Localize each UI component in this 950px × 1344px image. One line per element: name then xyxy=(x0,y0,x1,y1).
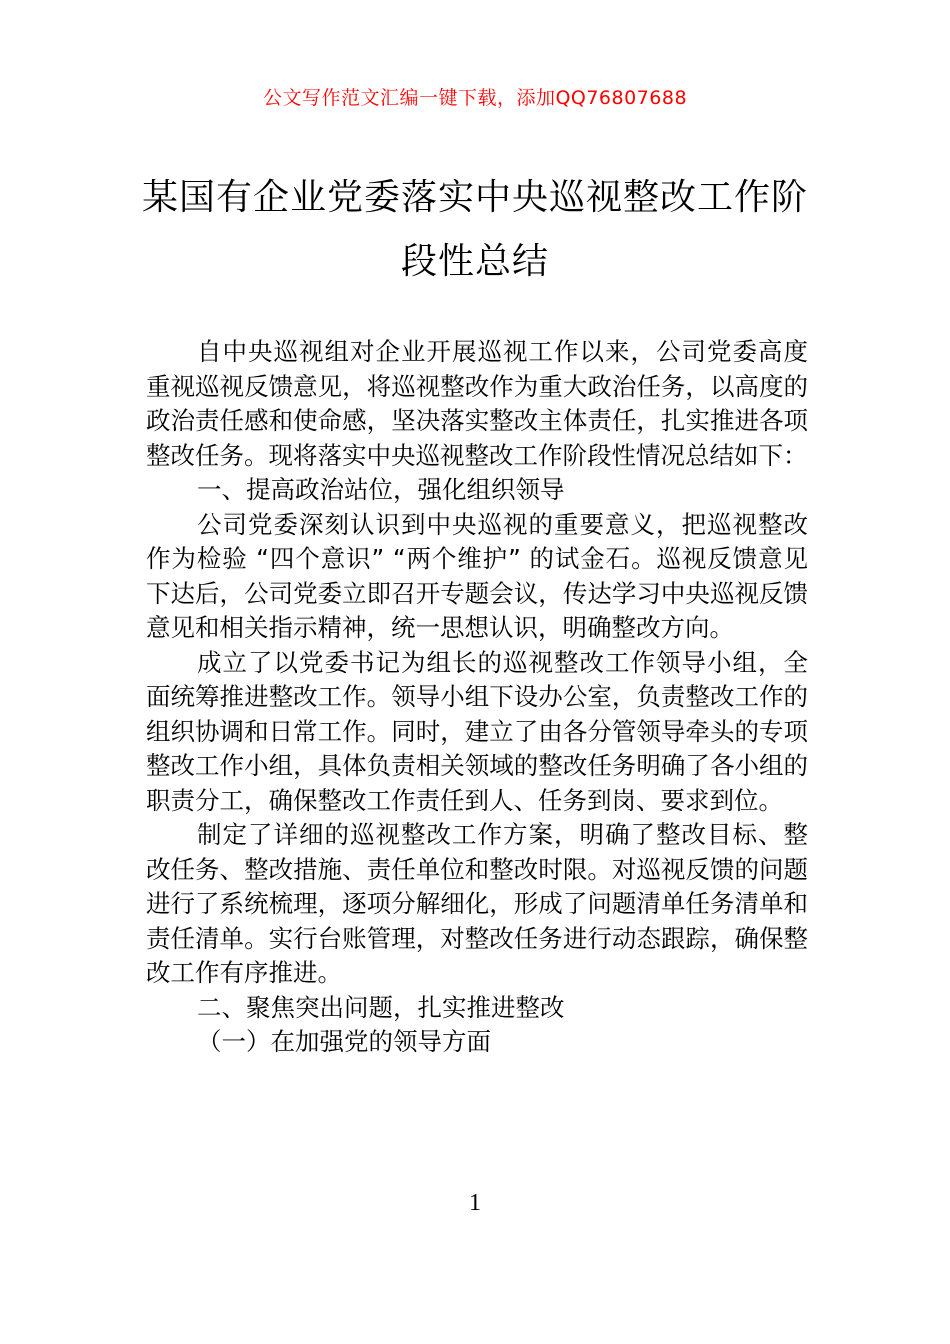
body-paragraph: 成立了以党委书记为组长的巡视整改工作领导小组，全面统筹推进整改工作。领导小组下设办公室，负责整改工作的组织协调和日常工作。同时，建立了由各分管领导牵头的专项整改工作小组，具体负责相关领域的整改任务明确了各小组的职责分工，确保整改工作责任到人、任务到岗、要求到位。 xyxy=(146,647,808,815)
section-heading-1: 一、提高政治站位，强化组织领导 xyxy=(197,475,565,504)
body-paragraph: 公司党委深刻认识到中央巡视的重要意义，把巡视整改作为检验 “四个意识” “两个维护” 的试金石。巡视反馈意见下达后，公司党委立即召开专题会议，传达学习中央巡视反馈意见和相关指示精神，统一思想认识，明确整改方向。 xyxy=(146,509,808,642)
intro-paragraph: 自中央巡视组对企业开展巡视工作以来，公司党委高度重视巡视反馈意见，将巡视整改作为重大政治任务，以高度的政治责任感和使命感，坚决落实整改主体责任，扎实推进各项整改任务。现将落实中央巡视整改工作阶段性情况总结如下： xyxy=(146,337,808,470)
section-heading-2: 二、聚焦突出问题，扎实推进整改 xyxy=(197,992,565,1022)
body-paragraph: 制定了详细的巡视整改工作方案，明确了整改目标、整改任务、整改措施、责任单位和整改时限。对巡视反馈的问题进行了系统梳理，逐项分解细化，形成了问题清单任务清单和责任清单。实行台账管理，对整改任务进行动态跟踪，确保整改工作有序推进。 xyxy=(146,820,808,987)
document-title: 某国有企业党委落实中央巡视整改工作阶段性总结 xyxy=(141,177,808,282)
download-promo-note: 公文写作范文汇编一键下载，添加QQ76807688 xyxy=(262,87,688,109)
page-number: 1 xyxy=(469,1190,481,1216)
subsection-heading-1: （一）在加强党的领导方面 xyxy=(197,1027,491,1056)
document-body xyxy=(146,335,808,1060)
